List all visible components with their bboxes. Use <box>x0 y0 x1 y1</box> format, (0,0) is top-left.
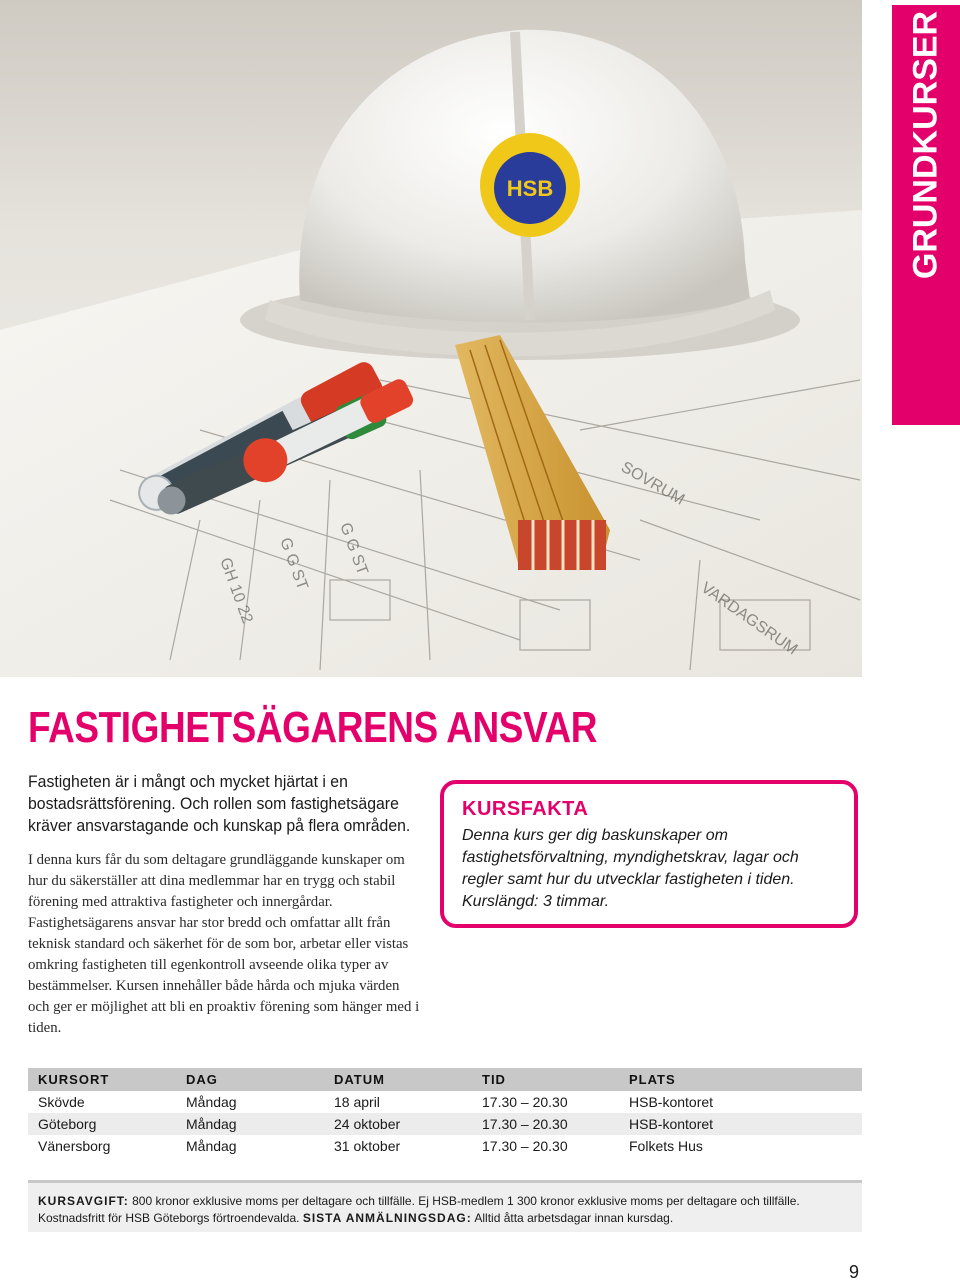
svg-text:HSB: HSB <box>506 176 554 201</box>
lead-paragraph: Fastigheten är i mångt och mycket hjärtat i en bostadsrättsförening. Och rollen som fastighetsägare kräver ansvarstagande och kunskap på flera områden. <box>28 772 411 835</box>
svg-text:VARDAGSRUM: VARDAGSRUM <box>697 579 801 659</box>
course-facts-text: Denna kurs ger dig baskunskaper om fastighetsförvaltning, myndighetskrav, lagar och regler samt hur du utvecklar fastigheten i tiden. <box>462 827 799 888</box>
header-datum: DATUM <box>324 1068 472 1091</box>
cell-tid: 17.30 – 20.30 <box>482 1094 568 1110</box>
table-row <box>28 1135 862 1157</box>
cell-tid: 17.30 – 20.30 <box>482 1138 568 1154</box>
fee-line <box>38 1193 852 1210</box>
hard-hat-blueprint-photo <box>0 0 862 677</box>
category-side-tab <box>892 5 960 425</box>
course-facts-heading: KURSFAKTA <box>462 798 589 820</box>
course-facts-box <box>440 780 858 928</box>
table-row <box>28 1091 862 1113</box>
body-paragraph-2: Fastighetsägarens ansvar har stor bredd och omfattar allt från teknisk standard och säkerhet för de som bor, arbetar eller vistas omkring fastigheten till egenkontroll avseende olika typer av bestämmelser. Kursen innehåller både hårda och mjuka värden och ger er möjlighet att bli en proaktiv förening som hänger med i tiden. <box>28 915 420 1036</box>
table-row <box>28 1113 862 1135</box>
free-text: Kostnadsfritt för HSB Göteborgs förtroendevalda. <box>38 1211 300 1225</box>
cell-kursort: Vänersborg <box>38 1138 111 1154</box>
page-title: FASTIGHETSÄGARENS ANSVAR <box>28 703 598 752</box>
deadline-text: Alltid åtta arbetsdagar innan kursdag. <box>474 1211 674 1225</box>
cell-datum: 24 oktober <box>324 1113 472 1135</box>
cell-datum: 31 oktober <box>334 1138 401 1154</box>
svg-text:GH 10 22: GH 10 22 <box>216 555 256 626</box>
table-header-row <box>28 1068 862 1091</box>
cell-dag: Måndag <box>176 1113 324 1135</box>
cell-dag: Måndag <box>186 1138 237 1154</box>
deadline-line <box>38 1210 852 1227</box>
svg-text:G G ST: G G ST <box>276 535 311 593</box>
deadline-label: SISTA ANMÄLNINGSDAG: <box>302 1211 472 1225</box>
cell-datum: 18 april <box>334 1094 380 1110</box>
fee-text: 800 kronor exklusive moms per deltagare och tillfälle. Ej HSB-medlem 1 300 kronor exklusive moms per deltagare och tillfälle. <box>132 1194 800 1208</box>
cell-kursort: Skövde <box>38 1094 85 1110</box>
header-plats: PLATS <box>619 1068 862 1091</box>
body-text <box>28 850 420 1039</box>
header-kursort: KURSORT <box>28 1068 176 1091</box>
body-paragraph-1: I denna kurs får du som deltagare grundläggande kunskaper om hur du säkerställer att dina medlemmar har en trygg och stabil förening med attraktiva fastigheter och innergårdar. <box>28 852 405 910</box>
cell-plats: HSB-kontoret <box>619 1113 862 1135</box>
cell-plats: HSB-kontoret <box>629 1094 714 1110</box>
svg-text:G G ST: G G ST <box>336 520 371 578</box>
header-tid: TID <box>472 1068 619 1091</box>
header-dag: DAG <box>176 1068 324 1091</box>
fee-label: KURSAVGIFT: <box>38 1194 129 1208</box>
course-fee-box <box>28 1180 862 1232</box>
course-duration: Kurslängd: 3 timmar. <box>462 893 610 910</box>
category-label: GRUNDKURSER <box>906 10 945 280</box>
cell-plats: Folkets Hus <box>629 1138 703 1154</box>
cell-kursort: Göteborg <box>28 1113 176 1135</box>
svg-text:SOVRUM: SOVRUM <box>618 458 688 509</box>
course-schedule-table <box>28 1068 862 1157</box>
cell-tid: 17.30 – 20.30 <box>472 1113 619 1135</box>
cell-dag: Måndag <box>186 1094 237 1110</box>
page-number: 9 <box>849 1262 860 1282</box>
